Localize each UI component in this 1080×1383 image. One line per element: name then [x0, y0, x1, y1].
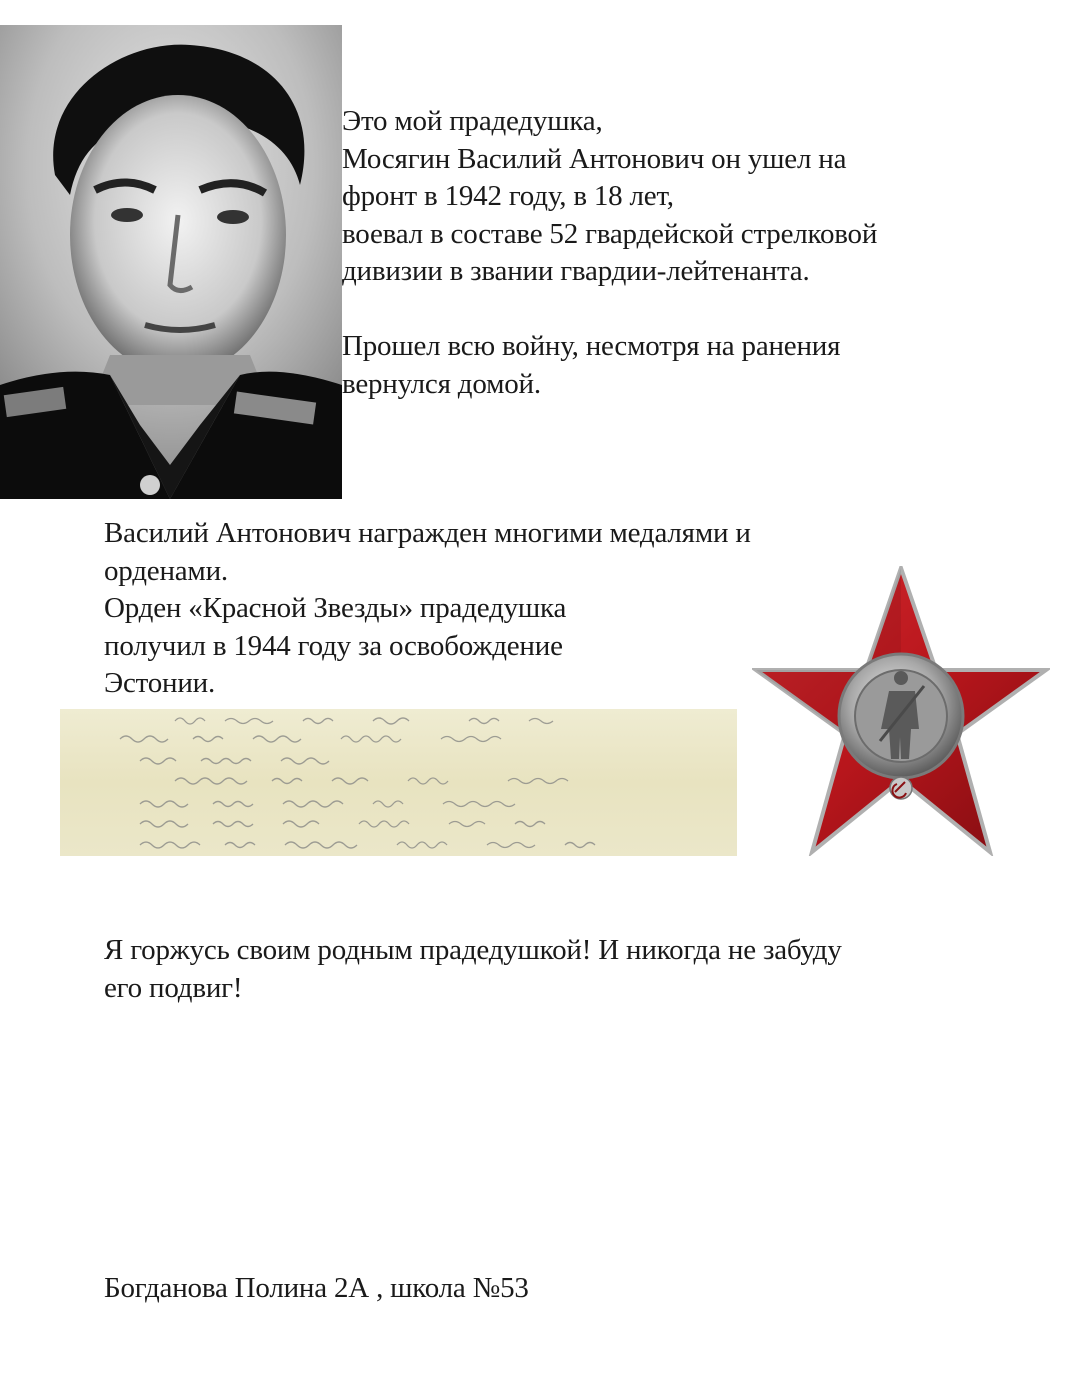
- pride-paragraph: Я горжусь своим родным прадедушкой! И никогда не забуду его подвиг!: [104, 934, 842, 1004]
- red-star-order-image: [752, 566, 1050, 856]
- handwritten-document-scan: [60, 709, 737, 856]
- survival-paragraph: Прошел всю войну, несмотря на ранения вернулся домой.: [342, 330, 841, 400]
- intro-paragraph: Это мой прадедушка, Мосягин Василий Антонович он ушел на фронт в 1942 году, в 18 лет, воевал в составе 52 гвардейской стрелковой дивизии в звании гвардии-лейтенанта.: [342, 105, 878, 287]
- author-line: Богданова Полина 2А , школа №53: [104, 1272, 529, 1304]
- portrait-image: [0, 25, 342, 499]
- intro-text: [342, 103, 1042, 291]
- portrait-photo: [0, 25, 342, 499]
- intro-text-2: [342, 328, 1042, 403]
- author-signature: [104, 1270, 804, 1308]
- pride-text: [104, 932, 984, 1007]
- handwriting-image: [60, 709, 737, 856]
- red-star-icon: [752, 566, 1050, 856]
- awards-paragraph: Василий Антонович награжден многими медалями и орденами. Орден «Красной Звезды» прадедушка получил в 1944 году за освобождение Эстонии.: [104, 517, 751, 699]
